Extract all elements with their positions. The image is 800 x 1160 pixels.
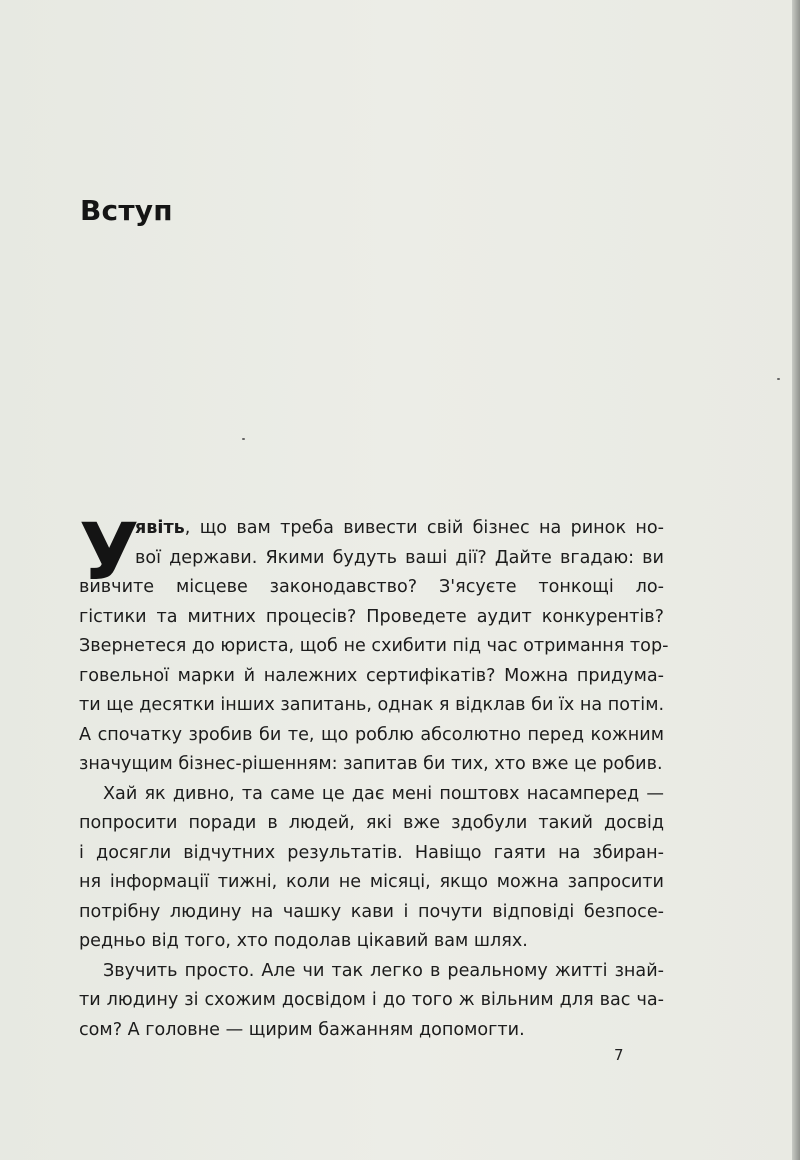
text-line: ти ще десятки інших запитань, однак я відклав би їх на потім. xyxy=(79,695,665,715)
text-line: редньо від того, хто подолав цікавий вам шлях. xyxy=(79,931,528,951)
drop-cap: У xyxy=(79,508,140,598)
page-number: 7 xyxy=(614,1046,624,1064)
paper-speck xyxy=(777,378,780,380)
chapter-title: Вступ xyxy=(80,194,173,227)
text-line: попросити поради в людей, які вже здобули такий досвід xyxy=(79,813,664,833)
text-line: вивчите місцеве законодавство? З'ясуєте тонкощі ло- xyxy=(79,577,664,597)
text-line: потрібну людину на чашку кави і почути відповіді безпосе- xyxy=(79,901,664,922)
chapter-body xyxy=(79,508,669,1045)
text-line: А спочатку зробив би те, що роблю абсолютно перед кожним xyxy=(79,724,664,745)
text-line: значущим бізнес-рішенням: запитав би тих, хто вже це робив. xyxy=(79,754,663,774)
text-line: і досягли відчутних результатів. Навіщо гаяти на збиран- xyxy=(79,842,664,863)
paper-speck xyxy=(242,438,245,440)
page-edge xyxy=(792,0,800,1160)
text-line: ня інформації тижні, коли не місяці, якщо можна запросити xyxy=(79,872,664,892)
text-line: сом? А головне — щирим бажанням допомогти. xyxy=(79,1019,525,1040)
text-line: ти людину зі схожим досвідом і до того ж вільним для вас ча- xyxy=(79,990,664,1010)
text-line: говельної марки й належних сертифікатів? Можна придума- xyxy=(79,665,664,686)
lead-word: явіть xyxy=(135,518,185,538)
text-line: Хай як дивно, та саме це дає мені поштовх насамперед — xyxy=(103,783,664,804)
text-line: Звучить просто. Але чи так легко в реальному житті знай- xyxy=(103,960,664,981)
text-line: Звернетеся до юриста, щоб не схибити під час отримання тор- xyxy=(79,636,669,656)
text-line: явіть, що вам треба вивести свій бізнес на ринок но- xyxy=(135,518,664,538)
text-line: гістики та митних процесів? Проведете аудит конкурентів? xyxy=(79,606,664,627)
text-line: вої держави. Якими будуть ваші дії? Дайте вгадаю: ви xyxy=(135,547,664,568)
